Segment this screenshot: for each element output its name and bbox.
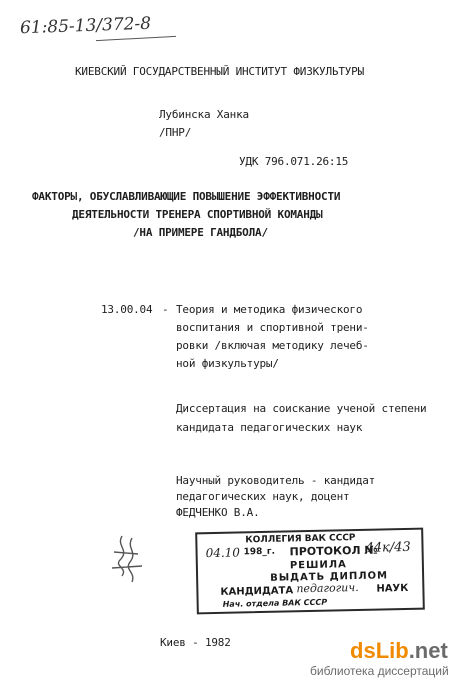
dslib-watermark	[310, 638, 450, 684]
stamp-footer: Нач. отдела ВАК СССР	[222, 597, 328, 609]
advisor-line-1: Научный руководитель - кандидат	[176, 474, 376, 487]
stamp-degree-suffix: НАУК	[376, 582, 409, 595]
stamp-degree-prefix: КАНДИДАТА	[220, 585, 294, 598]
handwritten-signature	[108, 532, 148, 590]
author-country: /ПНР/	[159, 126, 192, 139]
dissertation-line-1: Диссертация на соискание ученой степени	[176, 402, 427, 415]
watermark-brand-ds: ds	[350, 638, 376, 663]
specialty-code: 13.00.04	[101, 303, 153, 316]
specialty-line-4: ной физкультуры/	[176, 357, 279, 370]
stamp-header: КОЛЛЕГИЯ ВАК СССР	[245, 533, 356, 546]
specialty-line-1: Теория и методика физического	[176, 303, 363, 316]
archive-code: 61:85-13/372-8	[19, 13, 152, 39]
stamp-protocol-label: ПРОТОКОЛ №	[289, 543, 378, 559]
vak-approval-stamp	[195, 528, 425, 615]
thesis-title-line-1: ФАКТОРЫ, ОБУСЛАВЛИВАЮЩИЕ ПОВЫШЕНИЕ ЭФФЕКТИВНОСТИ	[32, 190, 341, 203]
stamp-protocol-number: 44к/43	[365, 539, 411, 556]
watermark-brand-lib: Lib	[375, 638, 409, 663]
stamp-decided: РЕШИЛА	[289, 559, 347, 572]
author-name: Лубинска Ханка	[159, 108, 249, 121]
thesis-title-line-2: ДЕЯТЕЛЬНОСТИ ТРЕНЕРА СПОРТИВНОЙ КОМАНДЫ	[72, 208, 323, 221]
specialty-line-3: ровки /включая методику лечеб-	[176, 339, 369, 352]
specialty-dash: -	[162, 303, 169, 316]
place-year: Киев - 1982	[160, 636, 231, 649]
dissertation-line-2: кандидата педагогических наук	[176, 421, 363, 434]
watermark-brand	[350, 638, 448, 664]
institution: КИЕВСКИЙ ГОСУДАРСТВЕННЫЙ ИНСТИТУТ ФИЗКУЛЬТУРЫ	[75, 65, 365, 78]
watermark-subtitle: библиотека диссертаций	[310, 664, 449, 678]
udc-code: УДК 796.071.26:15	[239, 155, 349, 168]
archive-code-underline	[96, 36, 176, 41]
specialty-line-2: воспитания и спортивной трени-	[176, 321, 369, 334]
advisor-line-2: педагогических наук, доцент	[176, 490, 350, 503]
stamp-degree-field: педагогич.	[296, 580, 359, 596]
stamp-date: 04.10	[205, 545, 241, 561]
watermark-brand-net: .net	[408, 638, 448, 663]
thesis-title-line-3: /НА ПРИМЕРЕ ГАНДБОЛА/	[133, 226, 268, 239]
advisor-line-3: ФЕДЧЕНКО В.А.	[176, 506, 260, 519]
stamp-year: 198_г.	[243, 546, 276, 558]
stamp-issue-diploma: ВЫДАТЬ ДИПЛОМ	[270, 570, 389, 584]
